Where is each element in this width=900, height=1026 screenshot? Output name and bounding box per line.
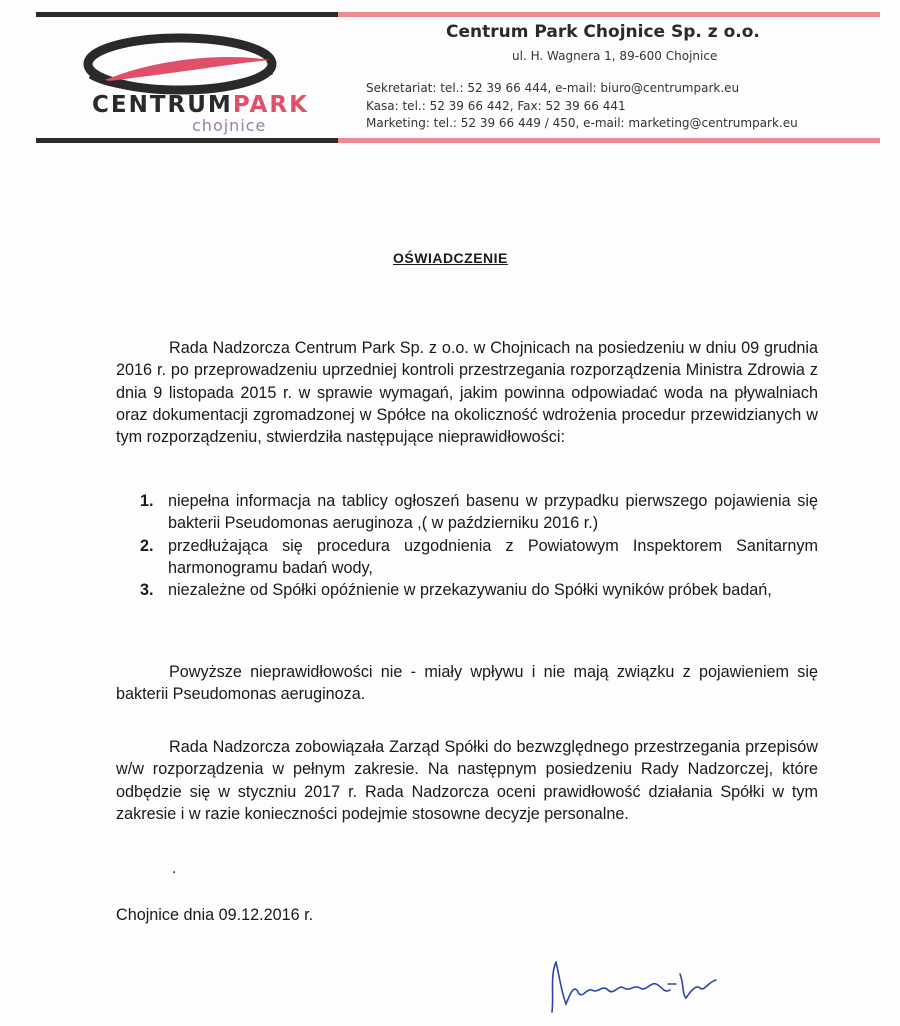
list-item xyxy=(140,490,818,535)
findings-list xyxy=(140,490,818,601)
list-item xyxy=(140,535,818,580)
logo-subtitle: chojnice xyxy=(192,116,267,135)
list-text: przedłużająca się procedura uzgodnienia z Powiatowym Inspektorem Sanitarnym harmonogramu badań wody, xyxy=(168,536,818,577)
list-text: niepełna informacja na tablicy ogłoszeń basenu w przypadku pierwszego pojawienia się bakterii Pseudomonas aeruginoza ,( w październiku 2016 r.) xyxy=(168,492,818,533)
contact-secretariat: Sekretariat: tel.: 52 39 66 444, e-mail: biuro@centrumpark.eu xyxy=(366,81,740,95)
list-text: niezależne od Spółki opóźnienie w przekazywaniu do Spółki wyników próbek badań, xyxy=(168,581,772,600)
conclusion-paragraph: Powyższe nieprawidłowości nie - miały wpływu i nie mają związku z pojawieniem się bakterii Pseudomonas aeruginoza. xyxy=(116,663,818,704)
centrum-park-logo xyxy=(60,24,310,134)
list-number: 3. xyxy=(140,581,154,600)
intro-paragraph: Rada Nadzorcza Centrum Park Sp. z o.o. w Chojnicach na posiedzeniu w dniu 09 grudnia 2016 r. po przeprowadzeniu uprzedniej kontroli przestrzegania rozporządzenia Ministra Zdrowia z dnia 9 listopada 2015 r. w sprawie wymagań, jakim powinna odpowiadać woda na pływalniach oraz dokumentacji zgromadzonej w Spółce na okoliczność wdrożenia procedur przewidzianych w tym rozporządzeniu, stwierdziła następujące nieprawidłowości: xyxy=(116,339,818,447)
list-number: 1. xyxy=(140,492,154,510)
stray-mark: . xyxy=(172,860,177,877)
contact-cashier: Kasa: tel.: 52 39 66 442, Fax: 52 39 66 441 xyxy=(366,99,626,113)
logo-wordmark: CENTRUMPARK xyxy=(92,92,309,118)
header-rule-bottom-accent xyxy=(338,138,880,143)
list-number: 2. xyxy=(140,536,154,555)
place-and-date: Chojnice dnia 09.12.2016 r. xyxy=(116,906,314,924)
company-name: Centrum Park Chojnice Sp. z o.o. xyxy=(446,22,760,42)
handwritten-signature xyxy=(544,954,724,1016)
header-rule-top-dark xyxy=(36,12,338,17)
list-item xyxy=(140,579,818,601)
document-title: OŚWIADCZENIE xyxy=(393,250,508,266)
company-address: ul. H. Wagnera 1, 89-600 Chojnice xyxy=(512,49,718,63)
obligation-paragraph: Rada Nadzorcza zobowiązała Zarząd Spółki do bezwzględnego przestrzegania przepisów w/w rozporządzenia w pełnym zakresie. Na następnym posiedzeniu Rady Nadzorczej, które odbędzie się w styczniu 2017 r. Rada Nadzorcza oceni prawidłowość działania Spółki w tym zakresie i w razie konieczności podejmie stosowne decyzje personalne. xyxy=(116,738,818,823)
header-rule-bottom-dark xyxy=(36,138,338,143)
contact-marketing: Marketing: tel.: 52 39 66 449 / 450, e-mail: marketing@centrumpark.eu xyxy=(366,116,798,130)
header-rule-top-accent xyxy=(338,12,880,17)
